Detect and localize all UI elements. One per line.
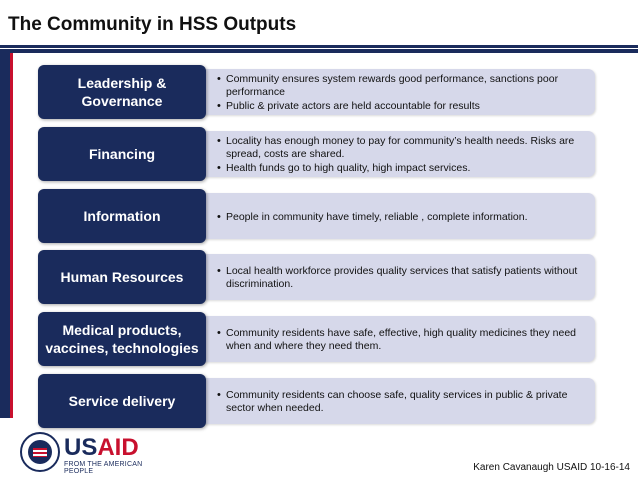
outputs-panel <box>198 254 595 300</box>
page-title: The Community in HSS Outputs <box>8 14 297 35</box>
output-bullet: • Locality has enough money to pay for community’s health needs. Risks are spread, costs are shared. <box>218 135 587 161</box>
title-divider <box>0 45 638 48</box>
outputs-panel <box>198 316 595 362</box>
left-accent-stripe <box>10 53 13 418</box>
usaid-tagline: FROM THE AMERICAN PEOPLE <box>64 461 143 475</box>
output-bullet: • Public & private actors are held accountable for results <box>218 100 587 113</box>
component-label: Human Resources <box>38 250 206 304</box>
outputs-panel <box>198 131 595 177</box>
outputs-list <box>198 324 595 354</box>
usaid-seal-icon <box>20 432 60 472</box>
outputs-panel <box>198 193 595 239</box>
component-label: Financing <box>38 127 206 181</box>
usaid-wordmark: USAID <box>64 434 139 461</box>
component-label: Leadership & Governance <box>38 65 206 119</box>
output-bullet: • People in community have timely, reliable , complete information. <box>218 211 528 224</box>
title-divider-secondary <box>0 49 638 53</box>
output-bullet: • Health funds go to high quality, high impact services. <box>218 162 587 175</box>
output-bullet: • Local health workforce provides quality services that satisfy patients without discrimination. <box>218 265 587 291</box>
outputs-list <box>198 132 595 176</box>
output-bullet: • Community residents can choose safe, quality services in public & private sector when needed. <box>218 389 587 415</box>
row-human-resources <box>38 250 598 304</box>
component-label: Service delivery <box>38 374 206 428</box>
row-financing <box>38 127 598 181</box>
usaid-logo <box>20 432 160 476</box>
outputs-panel <box>198 378 595 424</box>
outputs-panel <box>198 69 595 115</box>
component-label: Medical products, vaccines, technologies <box>38 312 206 366</box>
row-service-delivery <box>38 374 598 428</box>
outputs-list <box>198 70 595 114</box>
component-label: Information <box>38 189 206 243</box>
outputs-list <box>198 386 595 416</box>
outputs-list <box>198 262 595 292</box>
row-information <box>38 189 598 243</box>
footer-credit: Karen Cavanaugh USAID 10-16-14 <box>473 462 630 473</box>
left-accent-band <box>0 53 10 418</box>
row-leadership-governance <box>38 65 598 119</box>
outputs-list <box>198 208 536 225</box>
row-medical-products <box>38 312 598 366</box>
output-bullet: • Community residents have safe, effective, high quality medicines they need when and where they need them. <box>218 327 587 353</box>
output-bullet: • Community ensures system rewards good performance, sanctions poor performance <box>218 73 587 99</box>
